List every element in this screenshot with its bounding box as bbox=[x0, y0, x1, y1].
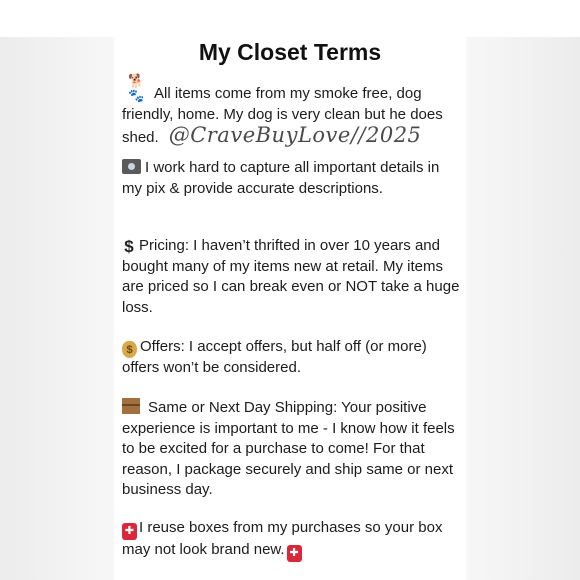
package-icon bbox=[122, 398, 140, 414]
camera-icon bbox=[122, 159, 141, 174]
offers-text: Offers: I accept offers, but half off (or more) offers won’t be considered. bbox=[122, 338, 427, 376]
pricing-text: Pricing: I haven’t thrifted in over 10 years and bought many of my items new at retail. My items are priced so I can break even or NOT take a huge loss. bbox=[122, 237, 460, 316]
closet-terms-card bbox=[114, 37, 466, 580]
page-title: My Closet Terms bbox=[198, 39, 382, 65]
home-text: All items come from my smoke free, dog friendly, home. My dog is very clean but he does shed. bbox=[122, 85, 443, 146]
dollar-icon: $ bbox=[124, 237, 134, 256]
shipping-paragraph bbox=[122, 398, 462, 501]
boxes-paragraph bbox=[122, 518, 462, 562]
shipping-text: Same or Next Day Shipping: Your positive experience is important to me - I know how it feels to be excited for a purchase to come! For that reason, I package securely and ship same or next business day. bbox=[122, 399, 455, 498]
sos-icon: ✚ bbox=[122, 523, 137, 540]
right-background-panel bbox=[466, 37, 580, 580]
left-background-panel bbox=[0, 37, 114, 580]
dog-paw-icon: 🐕🐾 bbox=[128, 73, 144, 103]
photos-text: I work hard to capture all important details in my pix & provide accurate descriptions. bbox=[122, 159, 440, 197]
pricing-paragraph bbox=[122, 236, 462, 318]
boxes-text: I reuse boxes from my purchases so your box may not look brand new. bbox=[122, 519, 443, 558]
money-bag-icon: $ bbox=[122, 341, 137, 358]
watermark-signature: @CraveBuyLove//2025 bbox=[168, 123, 422, 147]
photos-paragraph bbox=[122, 158, 462, 199]
home-paragraph bbox=[122, 73, 462, 149]
sos-icon-trailing: ✚ bbox=[287, 545, 302, 562]
offers-paragraph bbox=[122, 337, 462, 379]
